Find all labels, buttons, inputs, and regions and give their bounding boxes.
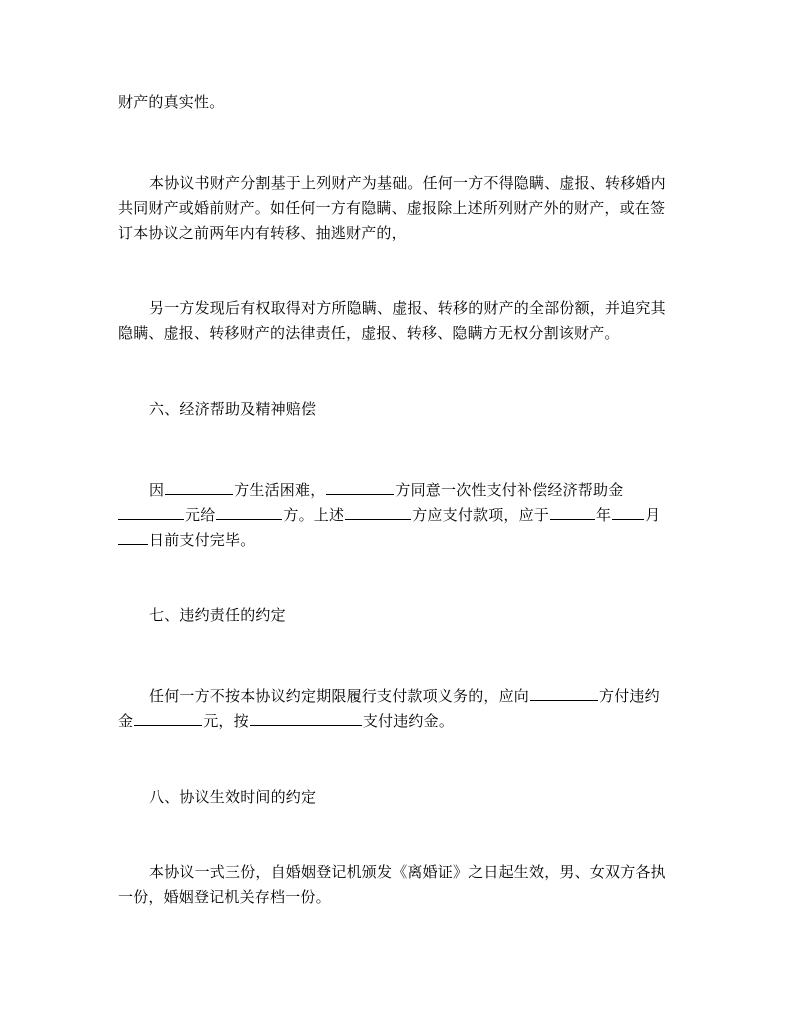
fill-in-blank	[216, 504, 282, 520]
fill-in-blank	[345, 504, 411, 520]
text-fragment: 金	[118, 712, 134, 730]
paragraph-line: 本协议书财产分割基于上列财产为基础。任何一方不得隐瞒、虚报、转移婚内	[149, 174, 666, 192]
text-fragment: 因	[149, 481, 165, 499]
fill-in-blank	[118, 504, 184, 520]
text-fragment: 方生活困难，	[234, 481, 326, 499]
section-heading: 六、经济帮助及精神赔偿	[149, 400, 317, 418]
text-fragment: 任何一方不按本协议约定期限履行支付款项义务的，应向	[149, 687, 530, 705]
text-fragment: 元给	[185, 506, 216, 524]
fill-in-blank	[165, 479, 233, 495]
paragraph-line	[118, 710, 454, 731]
paragraph-line: 订本协议之前两年内有转移、抽逃财产的，	[118, 224, 407, 242]
paragraph-line: 另一方发现后有权取得对方所隐瞒、虚报、转移的财产的全部份额，并追究其	[149, 299, 666, 317]
paragraph-line	[118, 529, 255, 550]
text-fragment: 方付违约	[599, 687, 660, 705]
section-heading: 八、协议生效时间的约定	[149, 788, 317, 806]
text-fragment: 支付违约金。	[362, 712, 455, 730]
paragraph-line: 隐瞒、虚报、转移财产的法律责任，虚报、转移、隐瞒方无权分割该财产。	[118, 324, 620, 342]
paragraph-line	[118, 504, 660, 525]
fill-in-blank	[612, 504, 644, 520]
paragraph-line: 一份，婚姻登记机关存档一份。	[118, 888, 331, 906]
fill-in-blank	[134, 710, 202, 726]
fill-in-blank	[530, 685, 598, 701]
text-fragment: 月	[645, 506, 661, 524]
fill-in-blank	[118, 529, 148, 545]
text-fragment: 方应支付款项，应于	[412, 506, 550, 524]
paragraph-line: 本协议一式三份，自婚姻登记机颁发《离婚证》之日起生效，男、女双方各执	[149, 863, 666, 881]
paragraph-line	[149, 479, 623, 500]
paragraph-line: 财产的真实性。	[118, 93, 225, 111]
paragraph-line	[149, 685, 660, 706]
fill-in-blank	[250, 710, 362, 726]
text-fragment: 元，按	[203, 712, 249, 730]
fill-in-blank	[326, 479, 394, 495]
text-fragment: 年	[596, 506, 612, 524]
paragraph-line: 共同财产或婚前财产。如任何一方有隐瞒、虚报除上述所列财产外的财产，或在签	[118, 199, 666, 217]
text-fragment: 方同意一次性支付补偿经济帮助金	[395, 481, 624, 499]
section-heading: 七、违约责任的约定	[149, 606, 286, 624]
text-fragment: 日前支付完毕。	[149, 531, 256, 549]
text-fragment: 方。上述	[283, 506, 345, 524]
fill-in-blank	[550, 504, 595, 520]
